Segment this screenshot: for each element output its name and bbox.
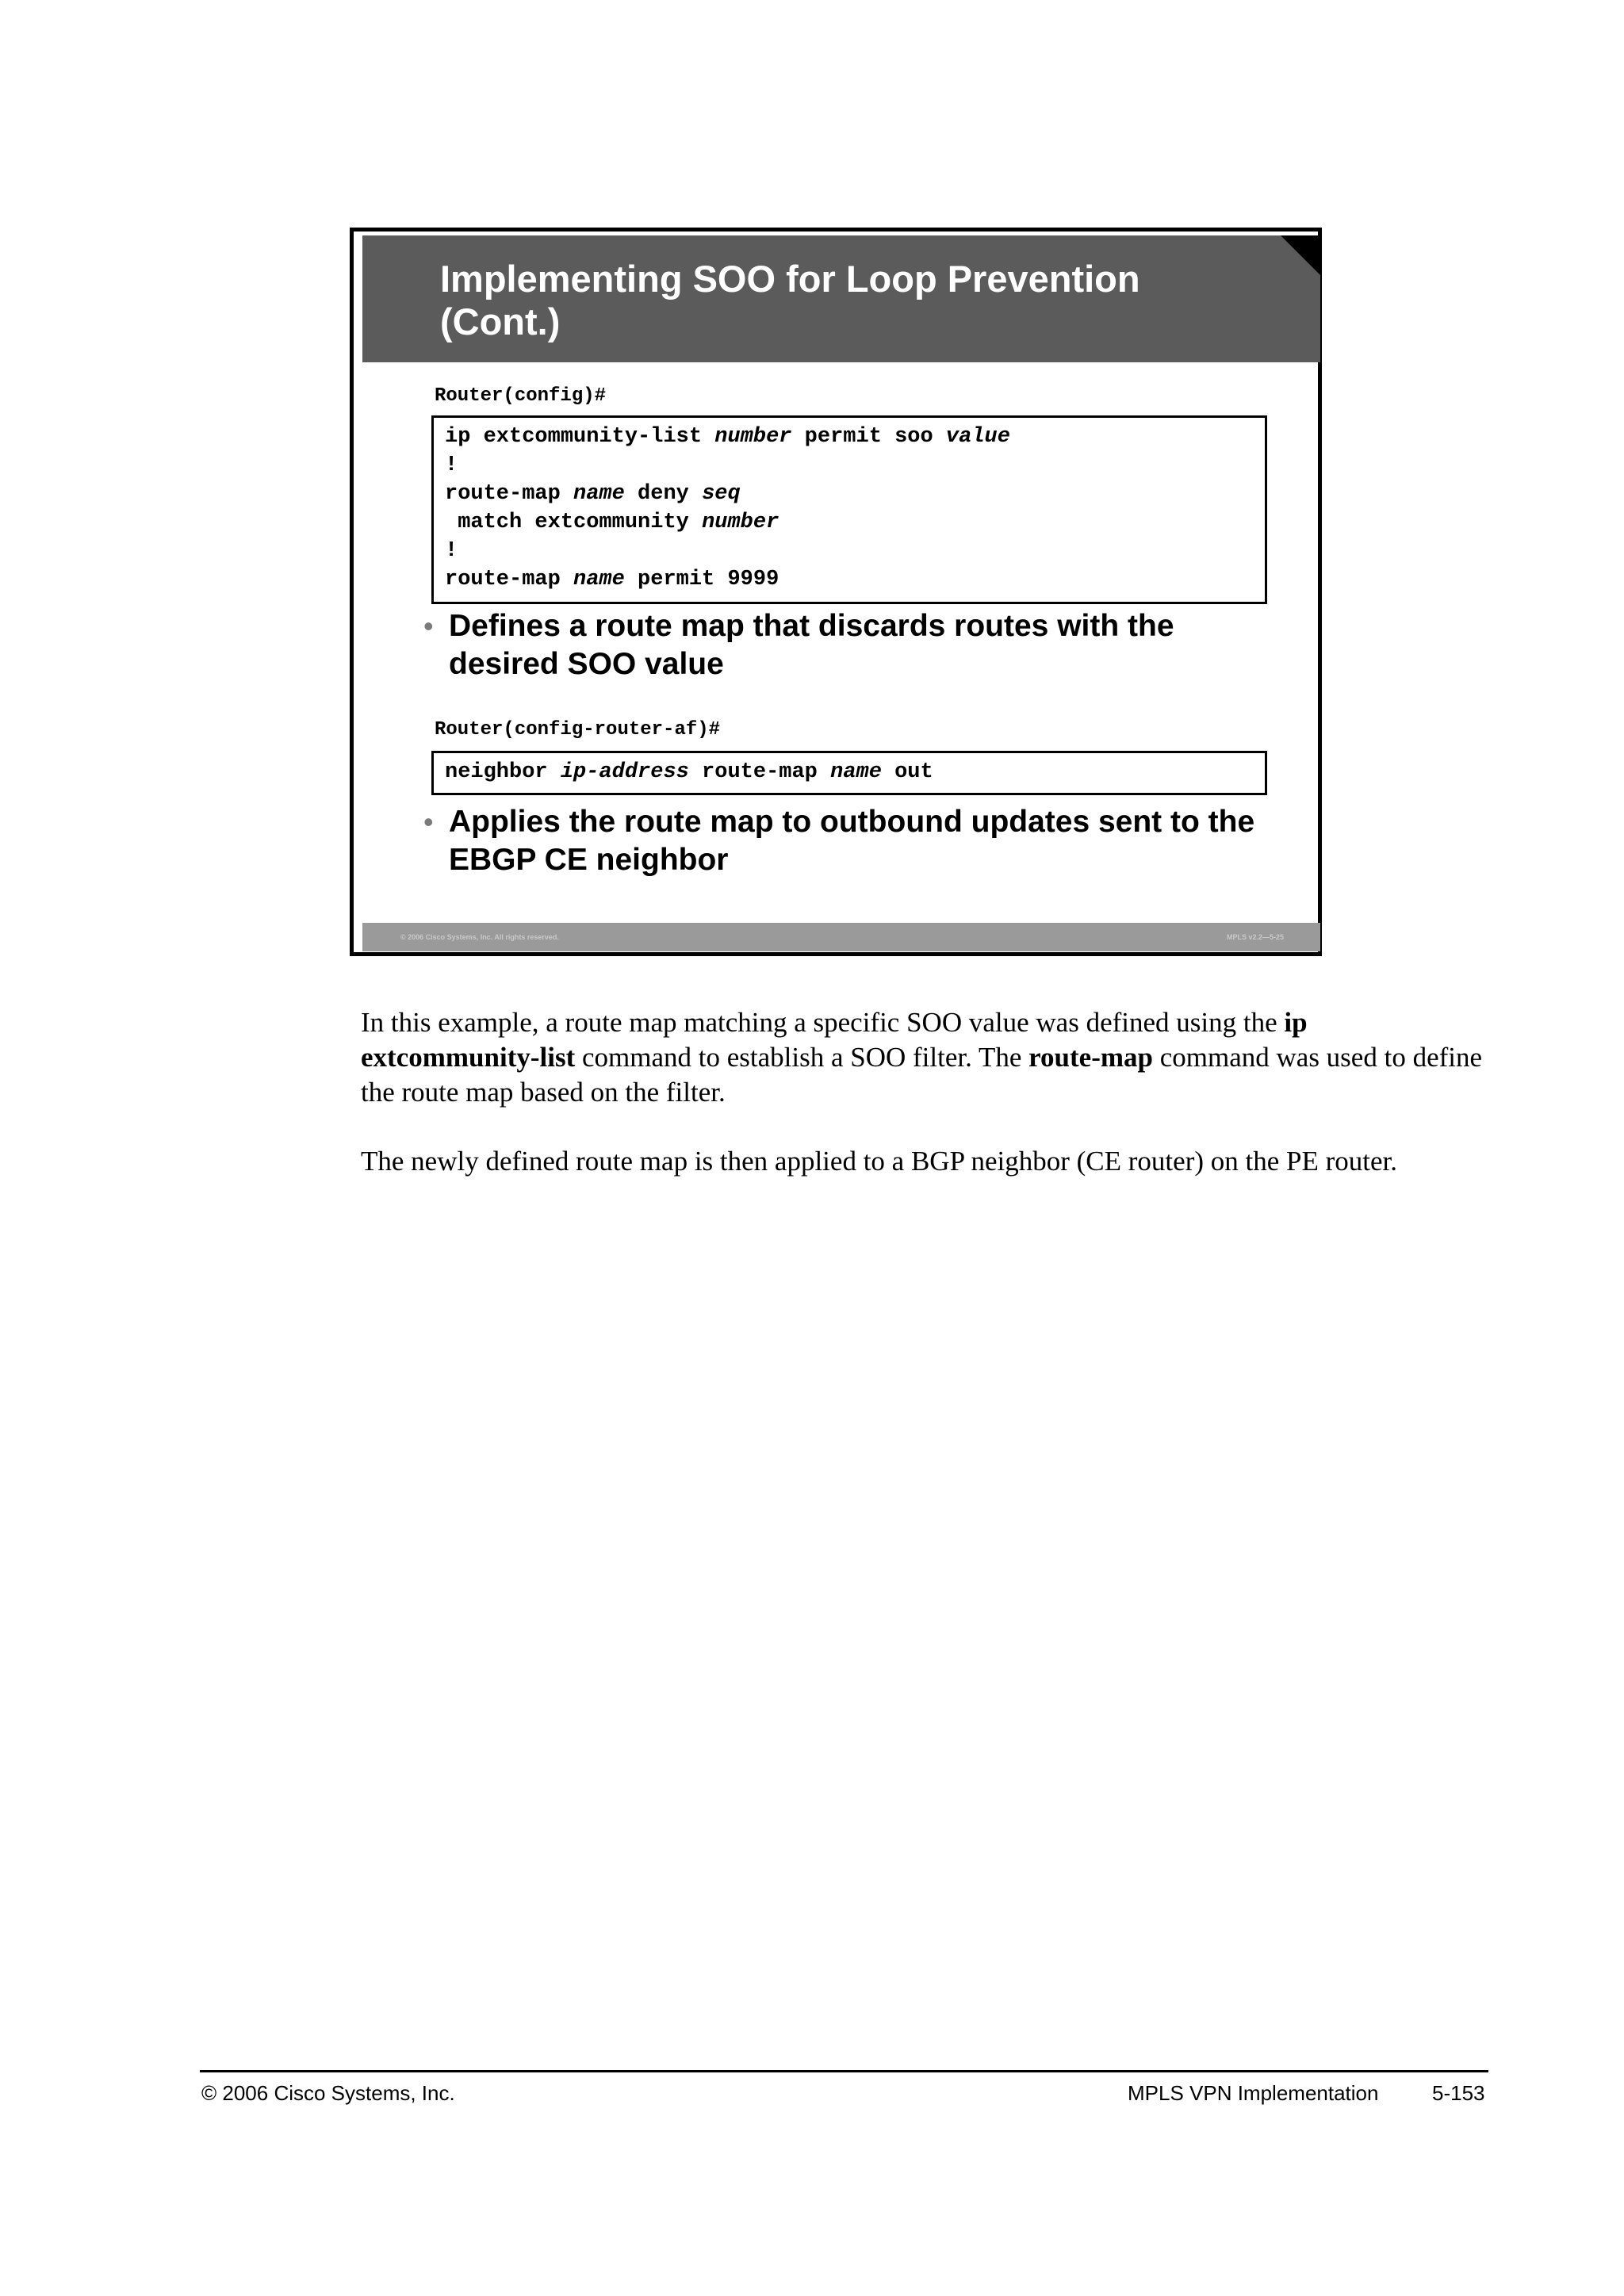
- code-text: deny: [624, 482, 703, 506]
- code-text: match extcommunity: [445, 511, 703, 534]
- body-text: command was used to define the route map based on the filter.: [361, 1042, 1483, 1108]
- command-name: route-map: [1028, 1042, 1153, 1073]
- code-text: ip extcommunity-list: [445, 425, 715, 449]
- code-placeholder: ip-address: [560, 760, 689, 784]
- slide-footer-bar: [362, 923, 1320, 951]
- code-text: permit 9999: [624, 568, 779, 591]
- bullet-defines-route-map: [423, 607, 1258, 683]
- bullet-dot: •: [423, 806, 434, 838]
- code-line: [445, 508, 1254, 537]
- slide-copyright: © 2006 Cisco Systems, Inc. All rights reserved.: [400, 933, 559, 941]
- code-placeholder: value: [945, 425, 1010, 449]
- code-block-route-map: [431, 415, 1267, 604]
- footer-course-title: MPLS VPN Implementation: [1128, 2081, 1379, 2105]
- code-text: out: [881, 760, 933, 784]
- bullet-text: Applies the route map to outbound updates sent to the EBGP CE neighbor: [449, 805, 1255, 877]
- code-placeholder: number: [702, 511, 779, 534]
- prompt-router-config: Router(config)#: [435, 385, 607, 407]
- code-lines: [445, 423, 1254, 594]
- slide-number: MPLS v2.2—5-25: [1226, 933, 1284, 941]
- code-block-neighbor: [431, 751, 1267, 795]
- code-line: [445, 565, 1254, 594]
- body-paragraph-1: [361, 1005, 1487, 1110]
- footer-copyright: © 2006 Cisco Systems, Inc.: [201, 2081, 455, 2105]
- code-text: route-map: [445, 482, 574, 506]
- bullet-applies-route-map: [423, 803, 1258, 879]
- body-text: command to establish a SOO filter. The: [575, 1042, 1029, 1073]
- slide-title-line-1: Implementing SOO for Loop Prevention: [440, 258, 1140, 300]
- slide-header: [362, 235, 1320, 362]
- code-placeholder: name: [830, 760, 882, 784]
- code-text: route-map: [688, 760, 831, 784]
- code-line: [445, 537, 1254, 565]
- code-placeholder: seq: [702, 482, 741, 506]
- code-line: [445, 451, 1254, 480]
- code-placeholder: name: [573, 482, 625, 506]
- body-paragraph-2: The newly defined route map is then applied to a BGP neighbor (CE router) on the PE router.: [361, 1146, 1397, 1177]
- code-text: !: [445, 539, 458, 563]
- code-line: [445, 423, 1254, 451]
- slide-title: [440, 258, 1281, 343]
- code-text: route-map: [445, 568, 574, 591]
- command-name: ip extcommunity-list: [361, 1007, 1308, 1073]
- code-text: permit soo: [791, 425, 946, 449]
- code-text: neighbor: [445, 760, 561, 784]
- footer-rule: [200, 2070, 1488, 2072]
- code-placeholder: number: [714, 425, 792, 449]
- slide-title-line-2: (Cont.): [440, 300, 561, 342]
- code-text: !: [445, 453, 458, 477]
- body-text: In this example, a route map matching a specific SOO value was defined using the: [361, 1007, 1285, 1038]
- bullet-dot: •: [423, 610, 434, 642]
- slide-frame: [350, 228, 1322, 956]
- code-lines: [445, 758, 1254, 786]
- code-placeholder: name: [573, 568, 625, 591]
- code-line: [445, 480, 1254, 508]
- prompt-router-af: Router(config-router-af)#: [435, 719, 721, 740]
- code-line: [445, 758, 1254, 786]
- footer-page-number: 5-153: [1432, 2081, 1485, 2105]
- bullet-text: Defines a route map that discards routes with the desired SOO value: [449, 609, 1174, 681]
- corner-flap: [1281, 235, 1320, 275]
